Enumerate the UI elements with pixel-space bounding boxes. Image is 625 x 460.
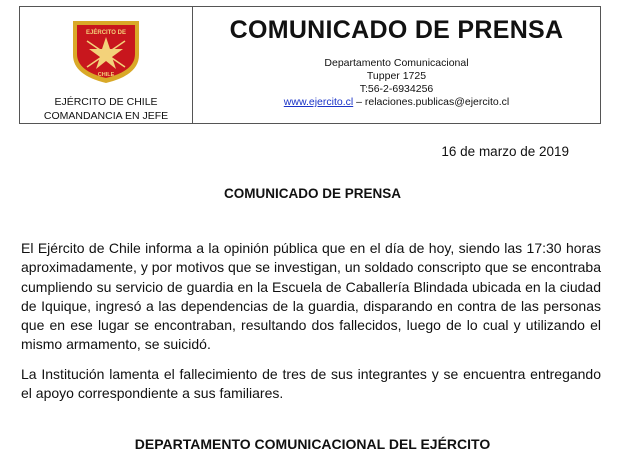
address: Tupper 1725 [366, 70, 427, 82]
letterhead-right [193, 7, 600, 123]
organization-name [44, 95, 168, 123]
signature-department: DEPARTAMENTO COMUNICACIONAL DEL EJÉRCITO [134, 436, 491, 452]
org-line-2: COMANDANCIA EN JEFE [43, 110, 169, 122]
org-line-1: EJÉRCITO DE CHILE [54, 96, 158, 108]
letterhead-title: COMUNICADO DE PRENSA [229, 16, 564, 44]
army-shield-emblem-icon [69, 17, 143, 85]
email-text: – relaciones.publicas@ejercito.cl [353, 96, 510, 108]
body-paragraph-2: La Institución lamenta el fallecimiento de tres de sus integrantes y se encuentra entregando el apoyo correspondiente a sus familiares. [21, 366, 601, 402]
department-name: Departamento Comunicacional [324, 57, 469, 69]
letterhead-left [20, 7, 193, 123]
web-email-line [284, 96, 509, 109]
website-link[interactable]: www.ejercito.cl [283, 96, 354, 108]
phone: T:56-2-6934256 [359, 83, 434, 95]
contact-block [284, 57, 509, 109]
document-date: 16 de marzo de 2019 [441, 144, 569, 159]
emblem-top-text: EJÉRCITO DE [86, 30, 126, 36]
body-paragraph-1: El Ejército de Chile informa a la opinión pública que en el día de hoy, siendo las 17:30 horas aproximadamente, y por motivos que se investigan, un soldado conscripto que se encontraba cumpliendo su servicio de guardia en la Escuela de Caballería Blindada ubicada en la ciudad de Iquique, ingresó a las dependencias de la guardia, disparando en contra de las personas que en ese lugar se encontraban, resultando dos fallecidos, luego de lo cual y utilizando el mismo armamento, se suicidó. [21, 240, 601, 353]
document-title: COMUNICADO DE PRENSA [223, 186, 401, 201]
letterhead [19, 6, 601, 124]
emblem-bottom-text: CHILE [97, 72, 115, 78]
